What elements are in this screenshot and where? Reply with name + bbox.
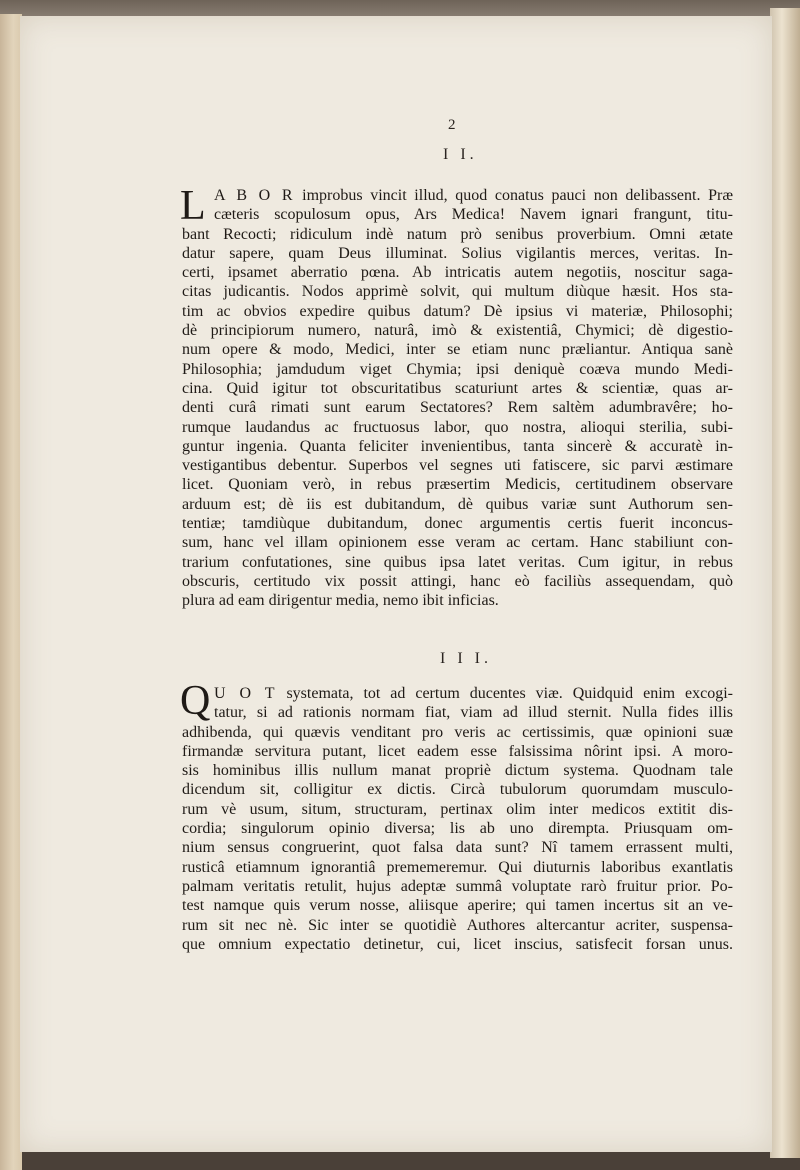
section-number-2: I I. <box>443 146 478 163</box>
text-line: firmandæ servitura putant, licet eadem esse falsissima nôrint ipsi. A moro- <box>182 742 733 760</box>
text-line: plura ad eam dirigentur media, nemo ibit inficias. <box>182 592 499 610</box>
text-line: citas judicantis. Nodos apprimè solvit, qui multum diùque hæsit. Hos sta- <box>182 283 733 301</box>
text-line: trarium confutationes, sine quibus ipsa latet veritas. Cum igitur, in rebus <box>182 553 733 571</box>
text-line: num opere & modo, Medici, inter se etiam nunc præliantur. Antiqua sanè <box>182 341 733 359</box>
text-line: vestigantibus debentur. Superbos vel segnes uti fatiscere, sic parvi æstimare <box>182 457 733 475</box>
first-word-rest: A B O R <box>214 187 295 204</box>
text-line: rusticâ etiamnum ignorantiâ prememeremur. Qui diuturnis laboribus exantlatis <box>182 858 733 876</box>
dropcap-l: L <box>180 183 206 229</box>
first-word-rest: U O T <box>214 685 277 702</box>
text-line: rum sit nec nè. Sic inter se quotidiè Authores altercantur acriter, suspensa- <box>182 916 733 934</box>
text-line: palmam veritatis retulit, hujus adeptæ summâ voluptate rarò fruitur prior. Po- <box>182 877 733 895</box>
text-line: cordia; singulorum opinio diversa; lis ab uno dirempta. Priusquam om- <box>182 820 733 838</box>
paragraph-section-2 <box>180 183 733 611</box>
book-right-edge <box>770 8 800 1158</box>
text-line: guntur ingenia. Quanta feliciter invenientibus, tanta sincerè & accuratè in- <box>182 437 733 455</box>
line-text: systemata, tot ad certum ducentes viæ. Quidquid enim excogi- <box>286 685 734 702</box>
text-line: licet. Quoniam verò, in rebus præsertim Medicis, certitudinem observare <box>182 476 733 494</box>
text-line: rumque laudandus ac fructuosus labor, quo nostra, alioqui sterilia, subi- <box>182 418 733 436</box>
text-line: dicendum sit, colligitur ex dictis. Circà tubulorum quorumdam musculo- <box>182 781 733 799</box>
text-line: denti curâ rimati sunt earum Sectatores? Rem saltèm adumbravêre; ho- <box>182 399 733 417</box>
text-line: obscuris, certitudo vix possit attingi, hanc eò faciliùs assequendam, quò <box>182 572 733 590</box>
text-line: tim ac obvios expedire quibus datum? Dè ipsius vi materiæ, Philosophi; <box>182 302 733 320</box>
line-text: improbus vincit illud, quod conatus pauci non delibassent. Præ <box>302 187 733 204</box>
text-line: sum, hanc vel illam opinionem esse veram ac certam. Hanc stabiliunt con- <box>182 534 733 552</box>
text-line: cina. Quid igitur tot obscuritatibus scaturiunt artes & scientiæ, quas ar- <box>182 379 733 397</box>
text-line: bant Recocti; ridiculum indè natum prò senibus proverbium. Omni ætate <box>182 225 733 243</box>
text-line <box>182 684 733 703</box>
text-line: que omnium expectatio detinetur, cui, licet inscius, satisfecit forsan unus. <box>182 935 733 953</box>
dropcap-q: Q <box>180 678 211 724</box>
text-line: test namque quis verum nosse, aliisque aperire; qui tamen incertus sit an ve- <box>182 897 733 915</box>
text-line: Philosophia; jamdudum viget Chymia; ipsi deniquè coæva mundo Medi- <box>182 360 733 378</box>
paragraph-section-3 <box>182 684 733 954</box>
text-line: certi, ipsamet aberratio pœna. Ab intricatis autem negotiis, noscitur saga- <box>182 264 733 282</box>
text-line: nium sensus congruerint, quot falsa data sunt? Nî tamem errassent multi, <box>182 839 733 857</box>
text-line: tatur, si ad rationis normam fiat, viam ad illud sternit. Nulla fides illis <box>214 704 733 722</box>
section-number-3: I I I. <box>440 650 492 667</box>
text-line: arduum est; dè iis est dubitandum, dè quibus variæ sunt Authorum sen- <box>182 495 733 513</box>
text-line: tentiæ; tamdiùque dubitandum, donec argumentis certis fuerit inconcus- <box>182 515 733 533</box>
text-line: cæteris scopulosum opus, Ars Medica! Navem ignari frangunt, titu- <box>214 206 733 224</box>
text-line: dè principiorum numero, naturâ, imò & existentiâ, Chymici; dè digestio- <box>182 322 733 340</box>
text-line: adhibenda, qui quævis venditant pro veris ac certissimis, quæ opinioni suæ <box>182 723 733 741</box>
book-left-edge <box>0 14 22 1170</box>
page-number: 2 <box>448 117 456 133</box>
text-line: datur sapere, quam Deus illuminat. Solius vigilantis merces, veritas. In- <box>182 244 733 262</box>
text-line <box>182 186 733 205</box>
text-line: sis hominibus illis nullum manat propriè dictum systema. Quodnam tale <box>182 762 733 780</box>
text-line: rum vè usum, situm, structuram, pertinax olim inter medicos extitit dis- <box>182 800 733 818</box>
